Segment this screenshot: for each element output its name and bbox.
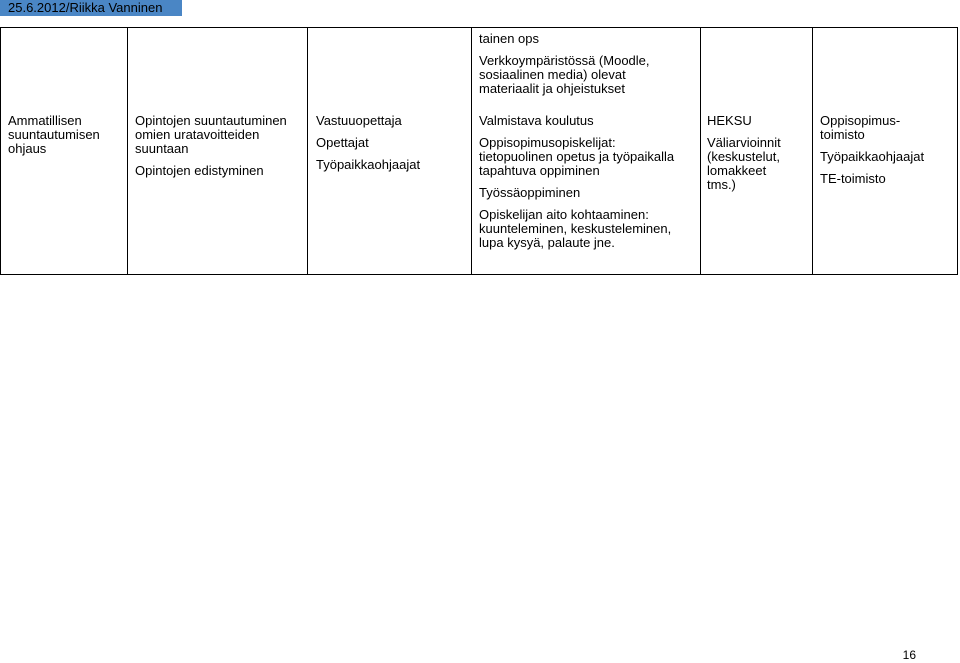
column-divider xyxy=(127,27,128,275)
cell-responsible: Vastuuopettaja Opettajat Työpaikkaohjaajat xyxy=(316,113,421,172)
page-number: 16 xyxy=(902,648,916,662)
cell-methods: Valmistava koulutus Oppisopimusopiskelijat: tietopuolinen opetus ja työpaikalla tapahtuva oppiminen Työssäoppiminen Opiskelijan aito kohtaaminen: kuunteleminen, keskusteleminen, lupa kysyä, palaute jne. xyxy=(479,113,675,250)
header-date-author: 25.6.2012/Riikka Vanninen xyxy=(8,0,163,15)
column-divider xyxy=(700,27,701,275)
cell-content: Opintojen suuntautuminen omien uratavoitteiden suuntaan Opintojen edistyminen xyxy=(135,113,287,178)
cell-partners: Oppisopimus- toimisto Työpaikkaohjaajat TE-toimisto xyxy=(820,113,925,186)
column-divider xyxy=(307,27,308,275)
column-divider xyxy=(471,27,472,275)
cell-guidance-type: Ammatillisen suuntautumisen ohjaus xyxy=(8,113,100,156)
column-divider xyxy=(812,27,813,275)
continued-cell-text: tainen ops Verkkoympäristössä (Moodle, sosiaalinen media) olevat materiaalit ja ohjeistukset xyxy=(479,31,650,96)
cell-evaluation: HEKSU Väliarvioinnit (keskustelut, lomakkeet tms.) xyxy=(707,113,781,192)
